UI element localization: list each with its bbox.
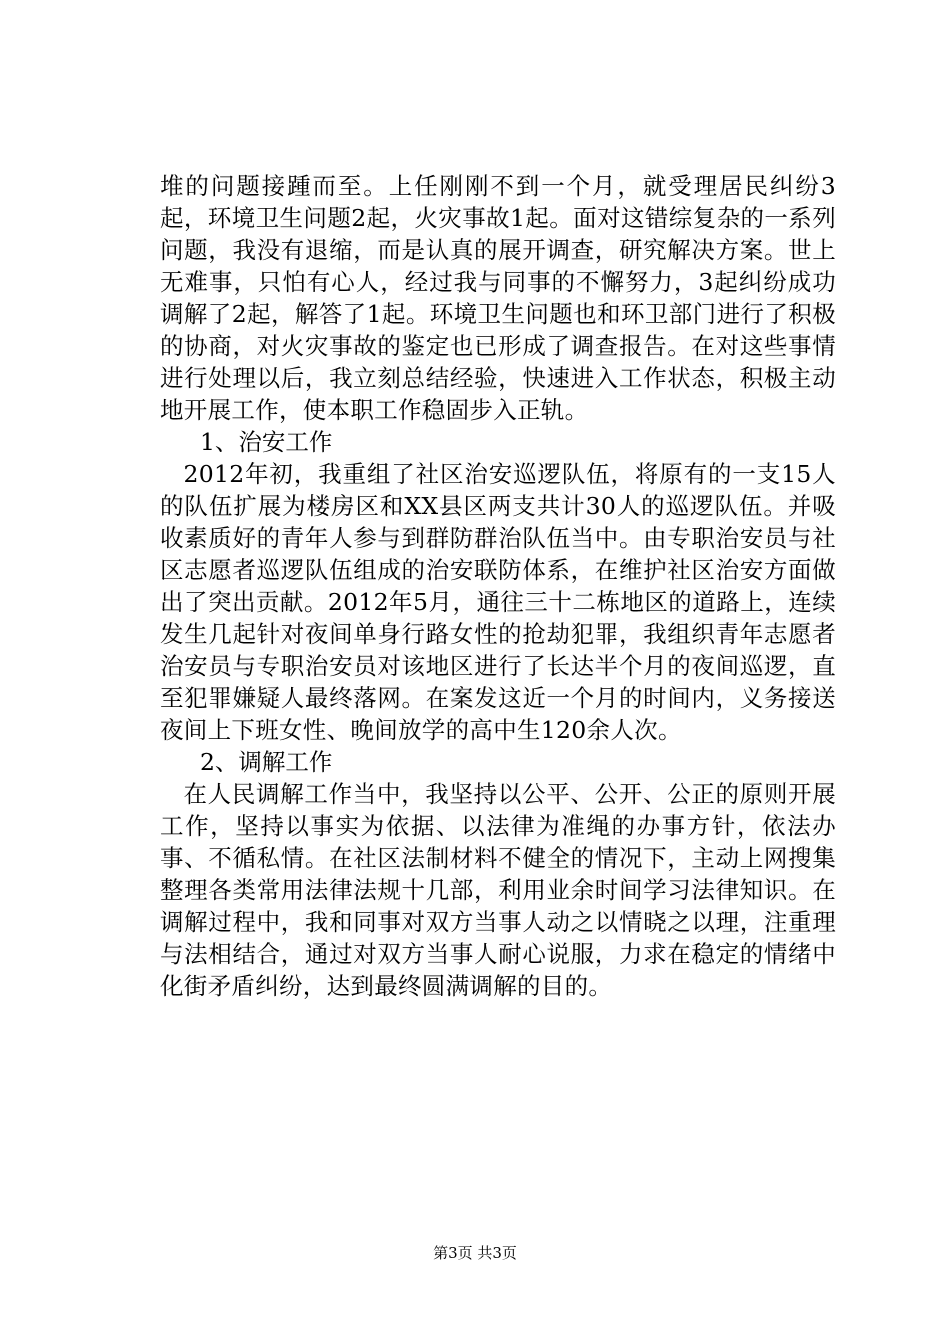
- section-heading-mediation: 2、调解工作: [199, 748, 333, 776]
- section-heading-security: 1、治安工作: [199, 428, 333, 456]
- page-footer: 第3页 共3页: [433, 1244, 517, 1262]
- paragraph-continuation: 堆的问题接踵而至。上任刚刚不到一个月，就受理居民纠纷3起，环境卫生问题2起，火灾事故1起。面对这错综复杂的一系列问题，我没有退缩，而是认真的展开调查，研究解决方案。世上无难事，只怕有心人，经过我与同事的不懈努力，3起纠纷成功调解了2起，解答了1起。环境卫生问题也和环卫部门进行了积极的协商，对火灾事故的鉴定也已形成了调查报告。在对这些事情进行处理以后，我立刻总结经验，快速进入工作状态，积极主动地开展工作，使本职工作稳固步入正轨。: [160, 172, 836, 424]
- paragraph-mediation-work: 在人民调解工作当中，我坚持以公平、公开、公正的原则开展工作，坚持以事实为依据、以法律为准绳的办事方针，依法办事、不循私情。在社区法制材料不健全的情况下，主动上网搜集整理各类常用法律法规十几部，利用业余时间学习法律知识。在调解过程中，我和同事对双方当事人动之以情晓之以理，注重理与法相结合，通过对双方当事人耐心说服，力求在稳定的情绪中化街矛盾纠纷，达到最终圆满调解的目的。: [160, 780, 836, 1000]
- document-body: [160, 170, 836, 1002]
- paragraph-security-work: 2012年初，我重组了社区治安巡逻队伍，将原有的一支15人的队伍扩展为楼房区和XX县区两支共计30人的巡逻队伍。并吸收素质好的青年人参与到群防群治队伍当中。由专职治安员与社区志愿者巡逻队伍组成的治安联防体系，在维护社区治安方面做出了突出贡献。2012年5月，通往三十二栋地区的道路上，连续发生几起针对夜间单身行路女性的抢劫犯罪，我组织青年志愿者治安员与专职治安员对该地区进行了长达半个月的夜间巡逻，直至犯罪嫌疑人最终落网。在案发这近一个月的时间内，义务接送夜间上下班女性、晚间放学的高中生120余人次。: [160, 460, 836, 744]
